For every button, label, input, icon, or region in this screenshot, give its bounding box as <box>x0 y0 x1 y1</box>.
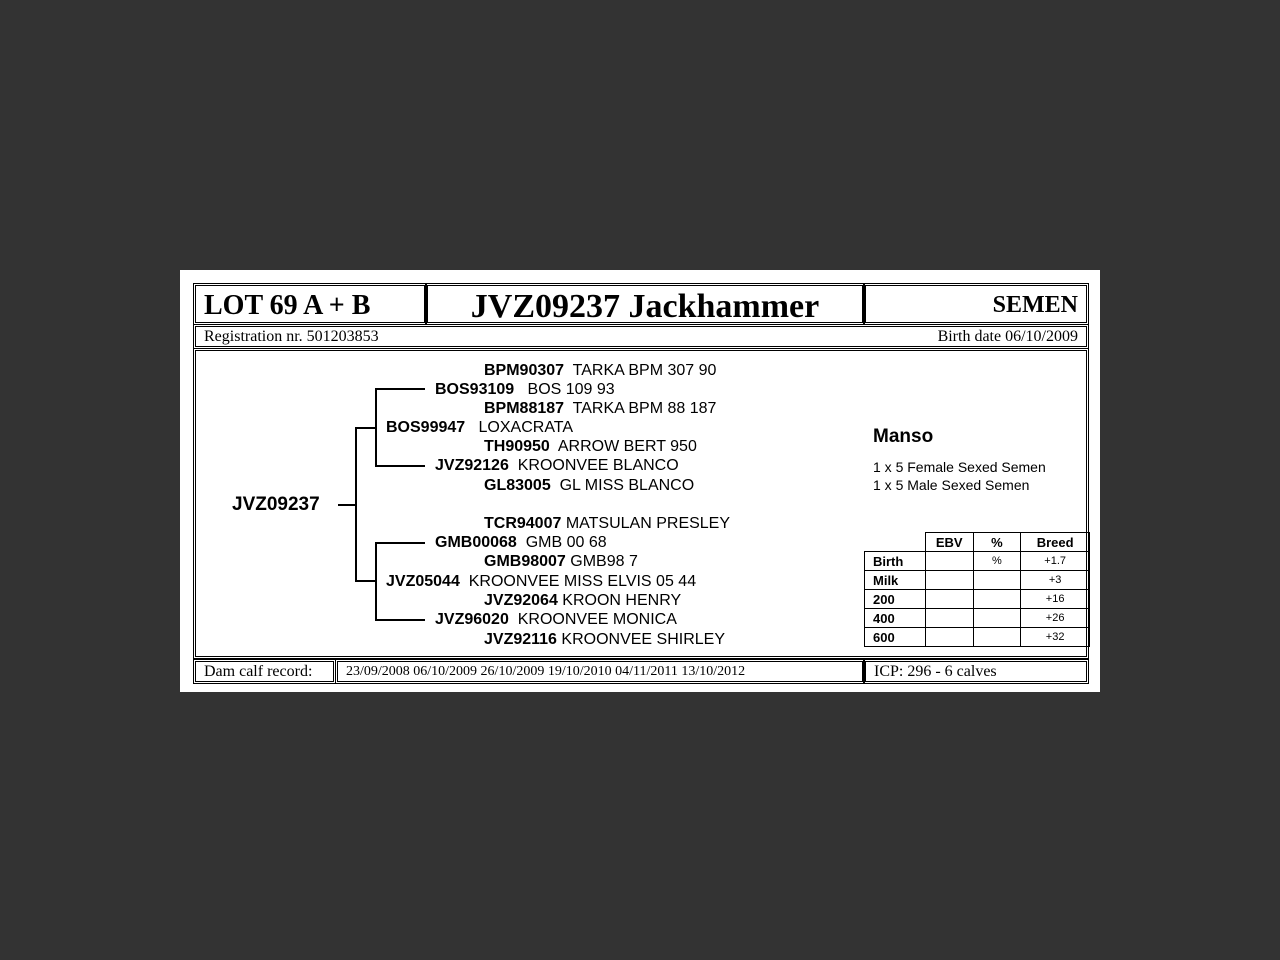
dam-sire-dam: GMB98007 GMB98 7 <box>484 553 638 570</box>
offer-line-1: 1 x 5 Female Sexed Semen <box>873 459 1046 475</box>
ebv-cell <box>925 628 973 647</box>
registration-number: Registration nr. 501203853 <box>204 328 379 345</box>
animal-title: JVZ09237 Jackhammer <box>470 288 820 325</box>
dam-sire: GMB00068 GMB 00 68 <box>435 534 607 551</box>
pct-cell <box>973 590 1021 609</box>
ebv-cell <box>925 609 973 628</box>
table-row <box>865 552 1090 571</box>
row-label: 200 <box>865 590 926 609</box>
lot-card <box>180 270 1100 692</box>
dam-vertical <box>375 542 377 621</box>
category-box <box>865 285 1087 323</box>
dam-calf-label: Dam calf record: <box>204 663 313 680</box>
ebv-col-header: EBV <box>925 533 973 552</box>
row-label: 600 <box>865 628 926 647</box>
breed-cell: +16 <box>1021 590 1090 609</box>
breed-cell: +3 <box>1021 571 1090 590</box>
ebv-cell <box>925 552 973 571</box>
dam-calf-label-box <box>195 661 334 682</box>
pct-col-header: % <box>973 533 1021 552</box>
dam-sire-tick <box>375 542 425 544</box>
subject-connector <box>338 504 356 506</box>
sire: BOS99947 LOXACRATA <box>386 419 574 436</box>
offer-line-2: 1 x 5 Male Sexed Semen <box>873 477 1030 493</box>
dam-tick <box>355 580 375 582</box>
table-row <box>865 590 1090 609</box>
sire-sire-sire: BPM90307 TARKA BPM 307 90 <box>484 362 717 379</box>
ebv-header-row <box>865 533 1090 552</box>
sire-dam: JVZ92126 KROONVEE BLANCO <box>435 457 679 474</box>
pct-cell <box>973 609 1021 628</box>
table-row <box>865 628 1090 647</box>
title-box <box>427 285 863 323</box>
dam-sire-sire: TCR94007 MATSULAN PRESLEY <box>484 515 731 532</box>
sire-sire-tick <box>375 388 425 390</box>
sire-dam-dam: GL83005 GL MISS BLANCO <box>484 477 695 494</box>
row-label: 400 <box>865 609 926 628</box>
ebv-cell <box>925 571 973 590</box>
breed-cell: +32 <box>1021 628 1090 647</box>
breed-cell: +26 <box>1021 609 1090 628</box>
sire-sire: BOS93109 BOS 109 93 <box>435 381 615 398</box>
lot-number: LOT 69 A + B <box>204 290 371 321</box>
breed-cell: +1.7 <box>1021 552 1090 571</box>
info-row <box>195 326 1087 347</box>
row-label: Birth <box>865 552 926 571</box>
dam-calf-dates: 23/09/2008 06/10/2009 26/10/2009 19/10/2010 04/11/2011 13/10/2012 <box>346 664 746 679</box>
sire-dam-tick <box>375 465 425 467</box>
sire-dam-sire: TH90950 ARROW BERT 950 <box>484 438 697 455</box>
breed-col-header: Breed <box>1021 533 1090 552</box>
category-label: SEMEN <box>992 292 1078 318</box>
icp-box <box>865 661 1087 682</box>
dam-dam-tick <box>375 619 425 621</box>
dam-calf-dates-box <box>337 661 863 682</box>
sire-tick <box>355 427 375 429</box>
lot-box <box>195 285 425 323</box>
ebv-cell <box>925 590 973 609</box>
dam-dam-dam: JVZ92116 KROONVEE SHIRLEY <box>484 631 726 648</box>
pct-cell: % <box>973 552 1021 571</box>
dam-dam: JVZ96020 KROONVEE MONICA <box>435 611 677 628</box>
pct-cell <box>973 571 1021 590</box>
sire-vertical <box>375 388 377 466</box>
birth-date: Birth date 06/10/2009 <box>937 328 1078 345</box>
sire-sire-dam: BPM88187 TARKA BPM 88 187 <box>484 400 717 417</box>
owner-name: Manso <box>873 426 934 447</box>
icp-value: ICP: 296 - 6 calves <box>874 663 997 680</box>
subject-code: JVZ09237 <box>232 494 320 515</box>
pct-cell <box>973 628 1021 647</box>
main-vertical <box>355 427 357 582</box>
table-row <box>865 609 1090 628</box>
dam-dam-sire: JVZ92064 KROON HENRY <box>484 592 682 609</box>
ebv-table <box>864 532 1090 647</box>
dam: JVZ05044 KROONVEE MISS ELVIS 05 44 <box>386 573 697 590</box>
row-label: Milk <box>865 571 926 590</box>
table-row <box>865 571 1090 590</box>
